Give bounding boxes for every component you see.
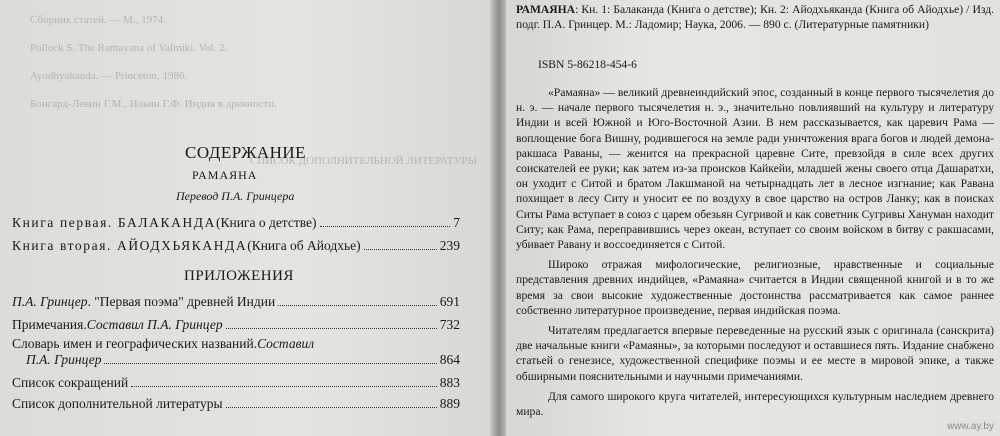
toc-entry-author: П.А. Гринцер xyxy=(12,294,88,309)
dot-leader xyxy=(104,363,436,364)
toc-entry-label: Книга вторая. АЙОДХЬЯКАНДА xyxy=(12,238,248,253)
toc-entry-page: 864 xyxy=(439,352,460,367)
left-page xyxy=(0,0,496,436)
annotation-paragraph: Для самого широкого круга читателей, интересующихся культурным наследием древнего мира. xyxy=(516,389,994,419)
bib-details: : Кн. 1: Балаканда (Книга о детстве); Кн. 2: Айодхьяканда (Книга об Айодхье) / Изд. подг. П.А. Гринцер. М.: Ладомир; Наука, 2006. — 890 с. (Литературные памятники) xyxy=(516,3,994,32)
toc-entry-notes[interactable] xyxy=(12,317,460,333)
toc-entry-label: Книга первая. БАЛАКАНДА xyxy=(12,215,216,230)
contents-title: СОДЕРЖАНИЕ xyxy=(185,143,307,162)
bleed-through-text: СПИСОК ДОПОЛНИТЕЛЬНОЙ ЛИТЕРАТУРЫ xyxy=(250,155,478,167)
annotation-text xyxy=(516,85,994,419)
toc-entry-glossary[interactable] xyxy=(12,336,460,352)
annotation-paragraph: Широко отражая мифологические, религиозные, нравственные и социальные представления древних индийцев, «Рамаяна» считается в Индии священной книгой и в то же время за свои высокие художественные достоинства рассматривается как самое раннее собственно литературное произведение, первая индийская поэма. xyxy=(516,258,994,317)
toc-entry-essay[interactable] xyxy=(12,294,460,310)
toc-entry-book2[interactable] xyxy=(12,238,460,254)
toc-entry-author: Составил П.А. Гринцер xyxy=(86,317,223,332)
toc-entry-bibliography[interactable] xyxy=(12,396,460,412)
toc-entry-author: П.А. Гринцер xyxy=(26,352,102,367)
bleed-through-text: Ayodhyakanda. — Princeton, 1986. xyxy=(30,70,188,82)
toc-entry-author: Составил xyxy=(257,336,315,351)
bleed-through-text: Бонгард-Левин Г.М., Ильин Г.Ф. Индия в древности. xyxy=(30,98,277,110)
toc-entry-note: (Книга о детстве) xyxy=(215,215,317,230)
ramayana-subtitle: РАМАЯНА xyxy=(192,168,258,182)
right-page xyxy=(506,0,1000,436)
translator-credit: Перевод П.А. Гринцера xyxy=(176,189,295,203)
toc-entry-page: 7 xyxy=(453,215,460,230)
watermark: www.ay.by xyxy=(946,421,994,432)
bleed-through-text: Сборник статей. — М., 1974. xyxy=(30,14,166,26)
toc-entry-label: Словарь имен и географических названий. xyxy=(12,336,258,351)
dot-leader xyxy=(364,249,437,250)
dot-leader xyxy=(131,386,437,387)
toc-entry-label: Список сокращений xyxy=(12,375,129,390)
isbn: ISBN 5-86218-454-6 xyxy=(538,58,637,71)
dot-leader xyxy=(226,328,437,329)
toc-entry-abbreviations[interactable] xyxy=(12,375,460,391)
dot-leader xyxy=(278,305,437,306)
annotation-paragraph: Читателям предлагается впервые переведенные на русский язык с оригинала (санскрита) две начальные книги «Рамаяны», за которыми последуют и оставшиеся пять. Издание снабжено статьей о генезисе, художественной специфике поэмы и ее месте в мировой эпике, а также обширными пояснительными и научными примечаниями. xyxy=(516,324,994,383)
toc-entry-page: 732 xyxy=(439,317,460,332)
toc-entry-label: Примечания. xyxy=(12,317,87,332)
toc-entry-label: Список дополнительной литературы xyxy=(12,396,223,411)
toc-entry-page: 691 xyxy=(439,294,460,309)
toc-entry-book1[interactable] xyxy=(12,215,460,231)
toc-entry-page: 239 xyxy=(439,238,460,253)
annotation-paragraph: «Рамаяна» — великий древнеиндийский эпос, созданный в конце первого тысячелетия до н. э. — начале первого тысячелетия н. э., значительно повлиявший на культуру и литературу Индии и всей Южной и Юго-Восточной Азии. В нем рассказывается, как царевич Рама — воплощение бога Вишну, родившегося на земле ради уничтожения врага богов и людей демона-ракшаса Раваны, — женится на прекрасной царевне Сите, превзойдя в силе всех других соискателей ее руки; как затем из-за происков Кайкейи, младшей жены своего отца Дашаратхи, он уходит с Ситой и братом Лакшманой на четырнадцать лет в лесное изгнание; как Равана похищает в лесу Ситу и уносит ее по воздуху в свое царство на остров Ланку; как в поисках Ситы Рама вступает в союз с царем обезьян Сугривой и как советник Сугривы Хануман находит Ситу; как Рама, переправившись через океан, вступает со своим войском в битву с ракшасами, убивает Равану и воссоединяется с Ситой. xyxy=(516,86,994,252)
toc-entry-page: 889 xyxy=(439,396,460,411)
toc-entry-label: . "Первая поэма" древней Индии xyxy=(87,294,276,309)
dot-leader xyxy=(320,226,451,227)
dot-leader xyxy=(226,407,437,408)
appendix-title: ПРИЛОЖЕНИЯ xyxy=(184,268,294,284)
toc-entry-page: 883 xyxy=(439,375,460,390)
toc-entry-glossary-cont[interactable] xyxy=(12,352,460,368)
bib-title: РАМАЯНА xyxy=(516,3,576,16)
bibliographic-record xyxy=(516,2,994,32)
bleed-through-text: Pollock S. The Ramayana of Valmiki. Vol. 2. xyxy=(30,42,228,54)
toc-entry-note: (Книга об Айодхье) xyxy=(247,238,361,253)
